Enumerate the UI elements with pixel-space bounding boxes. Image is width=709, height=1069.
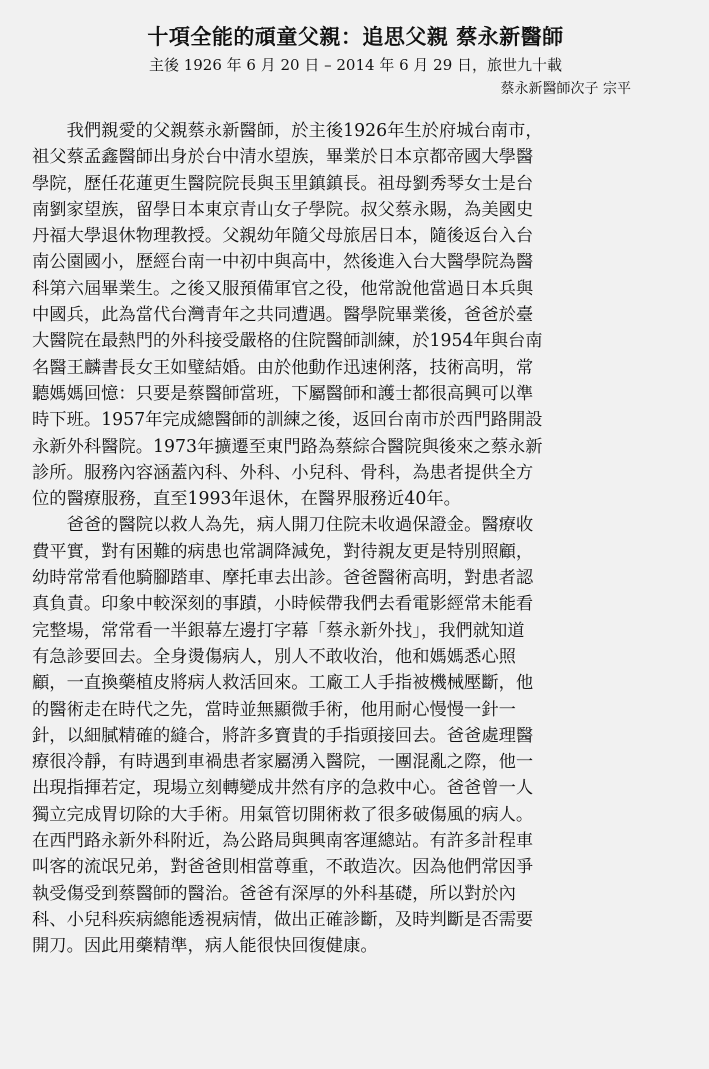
paragraph-line: 針，以細膩精確的縫合，將許多寶貴的手指頭接回去。爸爸處理醫 — [32, 725, 534, 746]
paragraph-line: 顧，一直換藥植皮將病人救活回來。工廠工人手指被機械壓斷，他 — [32, 673, 534, 694]
paragraph-line: 療很冷靜，有時遇到車禍患者家屬湧入醫院，一團混亂之際，他一 — [32, 752, 534, 773]
paragraph-line: 聽媽媽回憶：只要是蔡醫師當班，下屬醫師和護士都很高興可以準 — [32, 383, 534, 404]
paragraph-line: 執受傷受到蔡醫師的醫治。爸爸有深厚的外科基礎，所以對於內 — [32, 883, 516, 904]
paragraph-line: 位的醫療服務，直至1993年退休，在醫界服務近40年。 — [32, 489, 461, 510]
paragraph-line: 費平實，對有困難的病患也常調降減免，對待親友更是特別照顧， — [32, 541, 534, 562]
life-dates: 主後 1926 年 6 月 20 日 – 2014 年 6 月 29 日，旅世九十載 — [148, 56, 563, 74]
paragraph-line: 在西門路永新外科附近，為公路局與興南客運總站。有許多計程車 — [32, 831, 534, 852]
document-title: 十項全能的頑童父親：追思父親 蔡永新醫師 — [147, 24, 564, 49]
paragraph-line: 科、小兒科疾病總能透視病情，做出正確診斷，及時判斷是否需要 — [32, 909, 534, 930]
paragraph-line: 幼時常常看他騎腳踏車、摩托車去出診。爸爸醫術高明，對患者認 — [32, 568, 534, 589]
paragraph-line: 開刀。因此用藥精準，病人能很快回復健康。 — [32, 936, 378, 957]
paragraph-line: 祖父蔡孟鑫醫師出身於台中清水望族，畢業於日本京都帝國大學醫 — [32, 147, 534, 168]
article-body — [32, 118, 679, 960]
paragraph-line: 有急診要回去。全身燙傷病人，別人不敢收治，他和媽媽悉心照 — [32, 646, 516, 667]
paragraph-line: 真負責。印象中較深刻的事蹟，小時候帶我們去看電影經常未能看 — [32, 594, 534, 615]
paragraph-2 — [32, 512, 679, 959]
paragraph-line: 爸爸的醫院以救人為先，病人開刀住院未收過保證金。醫療收 — [66, 515, 534, 536]
paragraph-line: 叫客的流氓兄弟，對爸爸則相當尊重，不敢造次。因為他們常因爭 — [32, 857, 534, 878]
paragraph-line: 獨立完成胃切除的大手術。用氣管切開術救了很多破傷風的病人。 — [32, 804, 534, 825]
paragraph-line: 名醫王麟書長女王如璧結婚。由於他動作迅速俐落，技術高明，常 — [32, 357, 534, 378]
paragraph-line: 永新外科醫院。1973年擴遷至東門路為蔡綜合醫院與後來之蔡永新 — [32, 436, 543, 457]
paragraph-line: 完整場，常常看一半銀幕左邊打字幕「蔡永新外找」，我們就知道 — [32, 620, 525, 641]
paragraph-line: 我們親愛的父親蔡永新醫師，於主後1926年生於府城台南市， — [66, 121, 543, 141]
paragraph-line: 南公園國小，歷經台南一中初中與高中，然後進入台大醫學院為醫 — [32, 252, 534, 273]
paragraph-1 — [32, 118, 679, 512]
paragraph-line: 大醫院在最熱門的外科接受嚴格的住院醫師訓練，於1954年與台南 — [32, 331, 543, 352]
paragraph-line: 南劉家望族，留學日本東京青山女子學院。叔父蔡永賜，為美國史 — [32, 199, 534, 220]
paragraph-line: 出現指揮若定，現場立刻轉變成井然有序的急救中心。爸爸曾一人 — [32, 778, 534, 799]
paragraph-line: 的醫術走在時代之先，當時並無顯微手術，他用耐心慢慢一針一 — [32, 699, 516, 720]
paragraph-line: 科第六屆畢業生。之後又服預備軍官之役，他常說他當過日本兵與 — [32, 278, 534, 299]
paragraph-line: 時下班。1957年完成總醫師的訓練之後，返回台南市於西門路開設 — [32, 410, 543, 431]
paragraph-line: 中國兵，此為當代台灣青年之共同遭遇。醫學院畢業後，爸爸於臺 — [32, 305, 534, 326]
paragraph-line: 診所。服務內容涵蓋內科、外科、小兒科、骨科，為患者提供全方 — [32, 462, 534, 483]
author-line: 蔡永新醫師次子 宗平 — [500, 81, 631, 97]
paragraph-line: 丹福大學退休物理教授。父親幼年隨父母旅居日本，隨後返台入台 — [32, 226, 534, 247]
paragraph-line: 學院，歷任花蓮更生醫院院長與玉里鎮鎮長。祖母劉秀琴女士是台 — [32, 173, 534, 194]
